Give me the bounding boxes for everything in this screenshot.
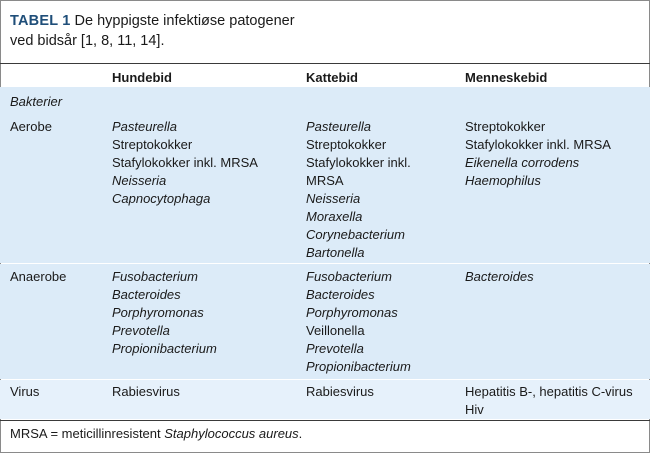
pathogen-entry: Streptokokker	[306, 137, 387, 152]
pathogen-entry: Pasteurella	[112, 119, 178, 134]
cell-anaerobe-hundebid	[112, 268, 217, 358]
pathogen-entry: Bacteroides	[112, 287, 181, 302]
cell-aerobe-menneskebid	[465, 118, 611, 190]
pathogen-entry: Neisseria	[112, 173, 167, 188]
pathogen-entry: Haemophilus	[465, 173, 541, 188]
footer-rule	[0, 420, 650, 421]
footnote-species: Staphylococcus aureus	[164, 426, 299, 441]
pathogen-entry: Eikenella corrodens	[465, 155, 580, 170]
pathogen-entry: Hepatitis B-, hepatitis C-virus	[465, 384, 633, 399]
cell-virus-menneskebid	[465, 383, 633, 419]
cell-anaerobe-kattebid	[306, 268, 411, 376]
pathogen-entry: Fusobacterium	[112, 269, 198, 284]
pathogen-entry: Propionibacterium	[306, 359, 411, 374]
footnote-prefix: MRSA = meticillinresistent	[10, 426, 165, 441]
pathogen-entry: Prevotella	[306, 341, 364, 356]
pathogen-entry: Fusobacterium	[306, 269, 392, 284]
pathogen-entry: Capnocytophaga	[112, 191, 211, 206]
row-label-virus: Virus	[10, 384, 40, 399]
column-header-kattebid: Kattebid	[306, 70, 358, 85]
caption-title-line1: De hyppigste infektiøse patogener	[74, 13, 295, 29]
pathogen-entry: Stafylokokker inkl. MRSA	[465, 137, 611, 152]
pathogen-entry: Propionibacterium	[112, 341, 217, 356]
pathogen-entry: Hiv	[465, 402, 484, 417]
pathogen-entry: Pasteurella	[306, 119, 372, 134]
pathogen-entry: Streptokokker	[112, 137, 193, 152]
column-header-menneskebid: Menneskebid	[465, 70, 548, 85]
pathogen-entry: Bartonella	[306, 245, 365, 260]
pathogen-entry: Stafylokokker inkl.	[306, 155, 411, 170]
column-header-hundebid: Hundebid	[112, 70, 172, 85]
cell-aerobe-hundebid	[112, 118, 258, 208]
pathogen-entry: Porphyromonas	[306, 305, 398, 320]
caption-title-line2: ved bidsår [1, 8, 11, 14].	[10, 33, 165, 49]
pathogen-entry: Stafylokokker inkl. MRSA	[112, 155, 258, 170]
table-caption	[10, 11, 430, 51]
header-rule	[0, 63, 650, 64]
pathogen-entry: Neisseria	[306, 191, 361, 206]
row-label-anaerobe: Anaerobe	[10, 269, 67, 284]
pathogen-entry: Veillonella	[306, 323, 365, 338]
pathogen-entry: Bacteroides	[306, 287, 375, 302]
caption-label: TABEL 1	[10, 13, 71, 29]
section-label-bakterier: Bakterier	[10, 94, 63, 109]
pathogen-entry: Rabiesvirus	[112, 384, 180, 399]
pathogen-entry: Porphyromonas	[112, 305, 204, 320]
pathogen-entry: Moraxella	[306, 209, 363, 224]
pathogen-entry: Rabiesvirus	[306, 384, 374, 399]
cell-aerobe-kattebid	[306, 118, 411, 262]
row-label-aerobe: Aerobe	[10, 119, 52, 134]
cell-virus-kattebid	[306, 383, 374, 401]
cell-anaerobe-menneskebid	[465, 268, 534, 286]
pathogen-entry: Corynebacterium	[306, 227, 405, 242]
pathogen-entry: MRSA	[306, 173, 344, 188]
table-footnote	[10, 425, 302, 443]
cell-virus-hundebid	[112, 383, 180, 401]
pathogen-entry: Bacteroides	[465, 269, 534, 284]
footnote-suffix: .	[298, 426, 303, 441]
pathogen-entry: Prevotella	[112, 323, 170, 338]
pathogen-entry: Streptokokker	[465, 119, 546, 134]
